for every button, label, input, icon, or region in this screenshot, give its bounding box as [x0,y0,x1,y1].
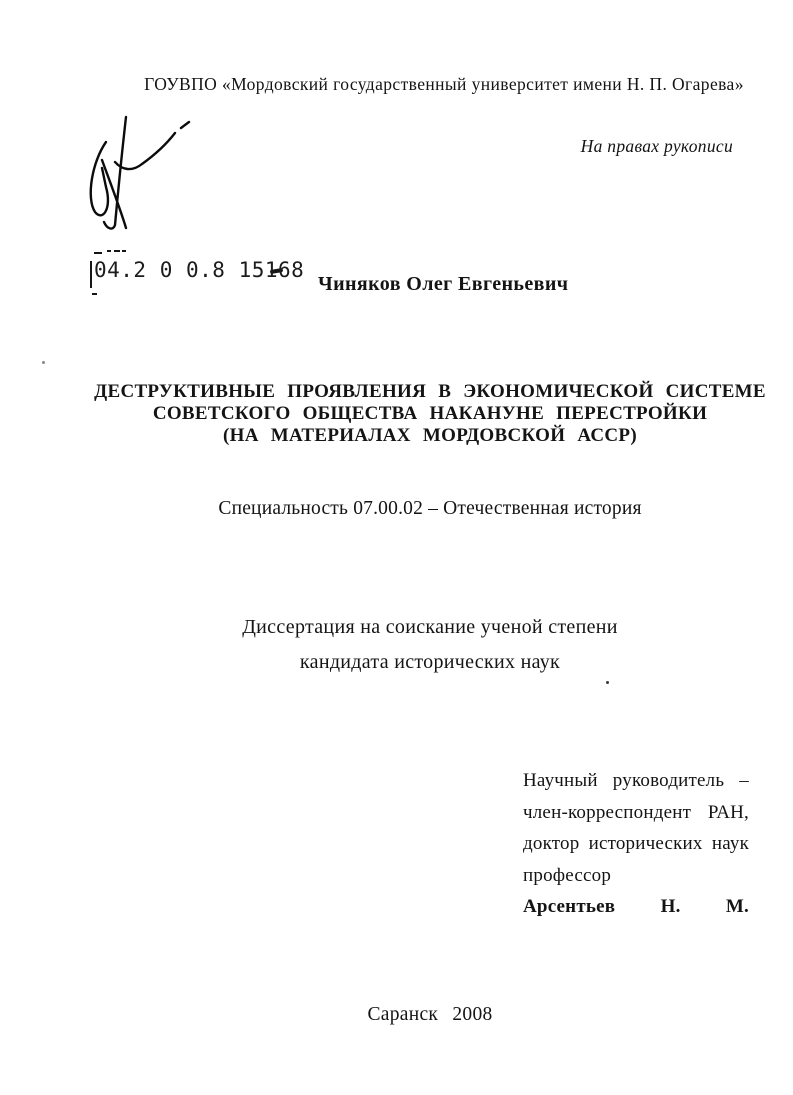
stamp-mark [122,250,126,252]
title-line: ДЕСТРУКТИВНЫЕ ПРОЯВЛЕНИЯ В ЭКОНОМИЧЕСКОЙ СИСТЕМЕ [94,381,766,402]
stamp-mark [107,250,111,252]
city-year: Саранск 2008 [367,1004,493,1025]
stamp-mark [114,250,120,252]
scan-speck [606,681,609,684]
specialty-line: Специальность 07.00.02 – Отечественная история [218,498,642,519]
manuscript-rights-note: На правах рукописи [580,136,733,156]
dissertation-title [67,381,793,447]
title-line: СОВЕТСКОГО ОБЩЕСТВА НАКАНУНЕ ПЕРЕСТРОЙКИ [152,403,708,424]
stamp-mark [90,261,92,288]
stamp-mark [92,293,97,295]
supervisor-block [523,765,749,917]
supervisor-title: профессор [523,864,612,886]
supervisor-name: Арсентьев Н. М. [523,896,749,917]
supervisor-line: доктор исторических наук [523,833,749,854]
author-name: Чиняков Олег Евгеньевич [318,273,569,295]
supervisor-line [523,860,749,917]
stamp-mark [94,252,102,254]
handwritten-signature-icon [82,112,197,237]
degree-line: кандидата исторических наук [299,651,561,673]
university-header: ГОУВПО «Мордовский государственный университет имени Н. П. Огарева» [144,74,744,94]
scan-speck [42,361,45,364]
degree-line: Диссертация на соискание ученой степени [242,616,618,638]
supervisor-line: Научный руководитель – [523,770,749,791]
accession-stamp-number: 04.2 0 0.8 15168 [94,258,305,282]
degree-statement [67,616,793,674]
title-line: (НА МАТЕРИАЛАХ МОРДОВСКОЙ АССР) [223,425,637,446]
supervisor-line: член-корреспондент РАН, [523,801,749,823]
